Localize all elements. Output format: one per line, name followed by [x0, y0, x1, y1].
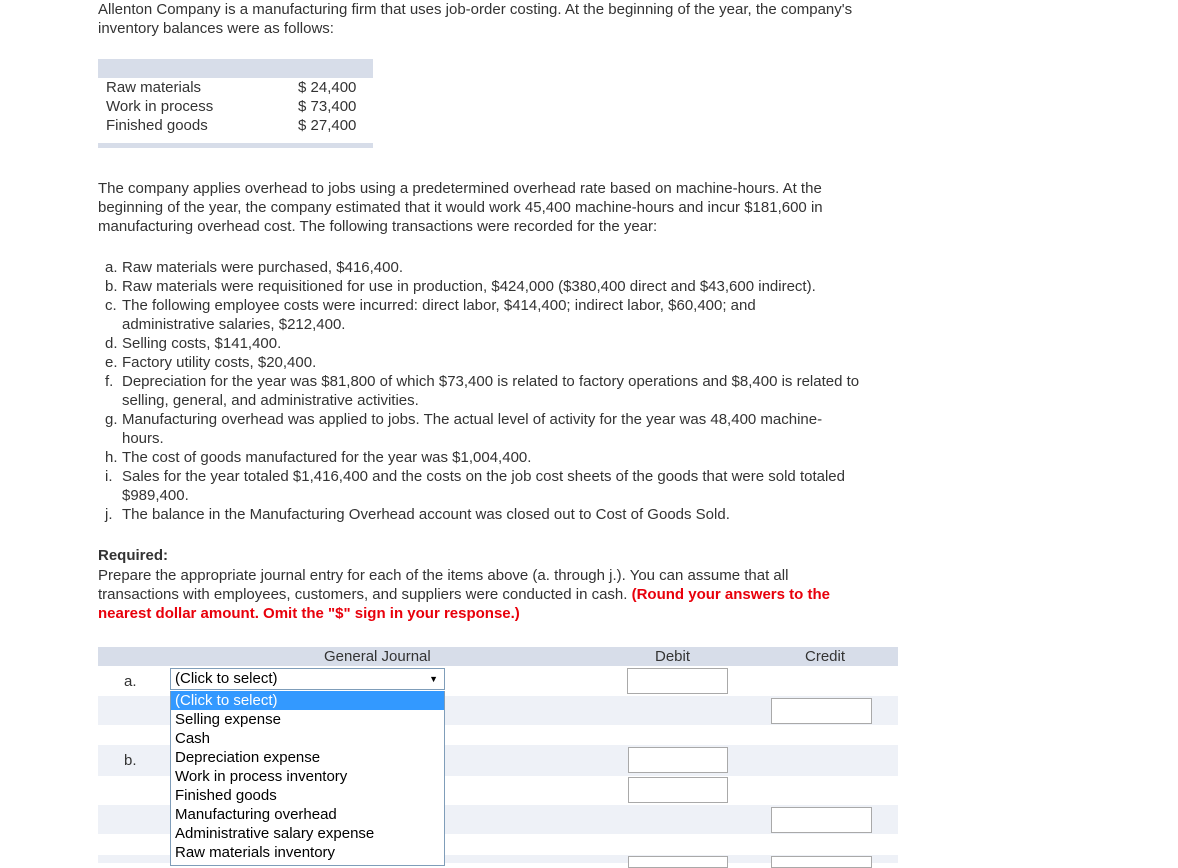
- inventory-amount: $ 27,400: [298, 117, 357, 134]
- credit-input[interactable]: [771, 856, 872, 868]
- transaction-letter: d.: [105, 335, 118, 352]
- transaction-text: Raw materials were purchased, $416,400.: [122, 259, 403, 276]
- dropdown-option[interactable]: Cash: [175, 730, 211, 747]
- required-text: Prepare the appropriate journal entry for each of the items above (a. through j.). You can assume that all transactions with employees, customers, and suppliers were conducted in cash.: [98, 567, 789, 603]
- account-select-value: (Click to select): [175, 670, 278, 687]
- debit-input[interactable]: [628, 856, 728, 868]
- journal-header: [98, 647, 898, 666]
- dropdown-caret-icon: ▼: [429, 674, 438, 684]
- dropdown-option[interactable]: Finished goods: [175, 787, 277, 804]
- dropdown-option[interactable]: (Click to select): [171, 691, 444, 710]
- transaction-letter: g.: [105, 411, 118, 428]
- required-paragraph: [98, 566, 868, 623]
- inventory-table-header: [98, 59, 373, 78]
- inventory-label: Work in process: [106, 98, 214, 115]
- inventory-amount: $ 24,400: [298, 79, 357, 96]
- transaction-letter: e.: [105, 354, 118, 371]
- transaction-letter: f.: [105, 373, 114, 390]
- journal-header-account: General Journal: [324, 648, 431, 665]
- transaction-text: Manufacturing overhead was applied to jobs. The actual level of activity for the year was 48,400 machine-hours.: [122, 411, 823, 447]
- inventory-label: Raw materials: [106, 79, 202, 96]
- journal-row-letter: a.: [124, 673, 137, 690]
- transaction-letter: c.: [105, 297, 117, 314]
- journal-row-letter: b.: [124, 752, 137, 769]
- transaction-letter: i.: [105, 468, 113, 485]
- required-note: (Round your answers to the nearest dollar amount. Omit the "$" sign in your response.): [98, 586, 830, 622]
- transaction-letter: h.: [105, 449, 118, 466]
- transaction-text: Depreciation for the year was $81,800 of which $73,400 is related to factory operations and $8,400 is related to selling, general, and administrative activities.: [122, 373, 860, 409]
- transaction-text: Sales for the year totaled $1,416,400 and the costs on the job cost sheets of the goods that were sold totaled $989,400.: [122, 468, 845, 504]
- account-dropdown-list[interactable]: [170, 691, 445, 866]
- transaction-text: The balance in the Manufacturing Overhead account was closed out to Cost of Goods Sold.: [122, 506, 730, 523]
- debit-input[interactable]: [628, 747, 728, 773]
- debit-input[interactable]: [628, 777, 728, 803]
- transaction-letter: b.: [105, 278, 118, 295]
- transaction-text: The cost of goods manufactured for the year was $1,004,400.: [122, 449, 532, 466]
- dropdown-option[interactable]: Raw materials inventory: [175, 844, 336, 861]
- credit-input[interactable]: [771, 698, 872, 724]
- required-heading: Required:: [98, 547, 169, 564]
- transaction-text: Factory utility costs, $20,400.: [122, 354, 317, 371]
- journal-header-debit: Debit: [655, 648, 691, 665]
- transaction-letter: j.: [105, 506, 113, 523]
- dropdown-option[interactable]: Manufacturing overhead: [175, 806, 337, 823]
- transaction-text: Selling costs, $141,400.: [122, 335, 282, 352]
- dropdown-option[interactable]: Administrative salary expense: [175, 825, 375, 842]
- credit-input[interactable]: [771, 807, 872, 833]
- inventory-table-footer: [98, 143, 373, 148]
- dropdown-option[interactable]: Selling expense: [175, 711, 281, 728]
- overhead-paragraph: The company applies overhead to jobs using a predetermined overhead rate based on machine-hours. At the beginning of the year, the company estimated that it would work 45,400 machine-hours and incur $181,600 in manufacturing overhead cost. The following transactions were recorded for the year:: [98, 180, 823, 235]
- transaction-letter: a.: [105, 259, 118, 276]
- inventory-amount: $ 73,400: [298, 98, 357, 115]
- debit-input[interactable]: [627, 668, 728, 694]
- journal-header-credit: Credit: [805, 648, 846, 665]
- required-title: [98, 546, 888, 565]
- transaction-text: The following employee costs were incurred: direct labor, $414,400; indirect labor, $60,400; and administrative salaries, $212,400.: [122, 297, 756, 333]
- dropdown-option[interactable]: Depreciation expense: [175, 749, 321, 766]
- intro-paragraph: Allenton Company is a manufacturing firm that uses job-order costing. At the beginning of the year, the company's inventory balances were as follows:: [98, 1, 853, 37]
- inventory-label: Finished goods: [106, 117, 208, 134]
- transaction-text: Raw materials were requisitioned for use in production, $424,000 ($380,400 direct and $43,600 indirect).: [122, 278, 816, 295]
- dropdown-option[interactable]: Work in process inventory: [175, 768, 348, 785]
- account-select[interactable]: [170, 668, 445, 690]
